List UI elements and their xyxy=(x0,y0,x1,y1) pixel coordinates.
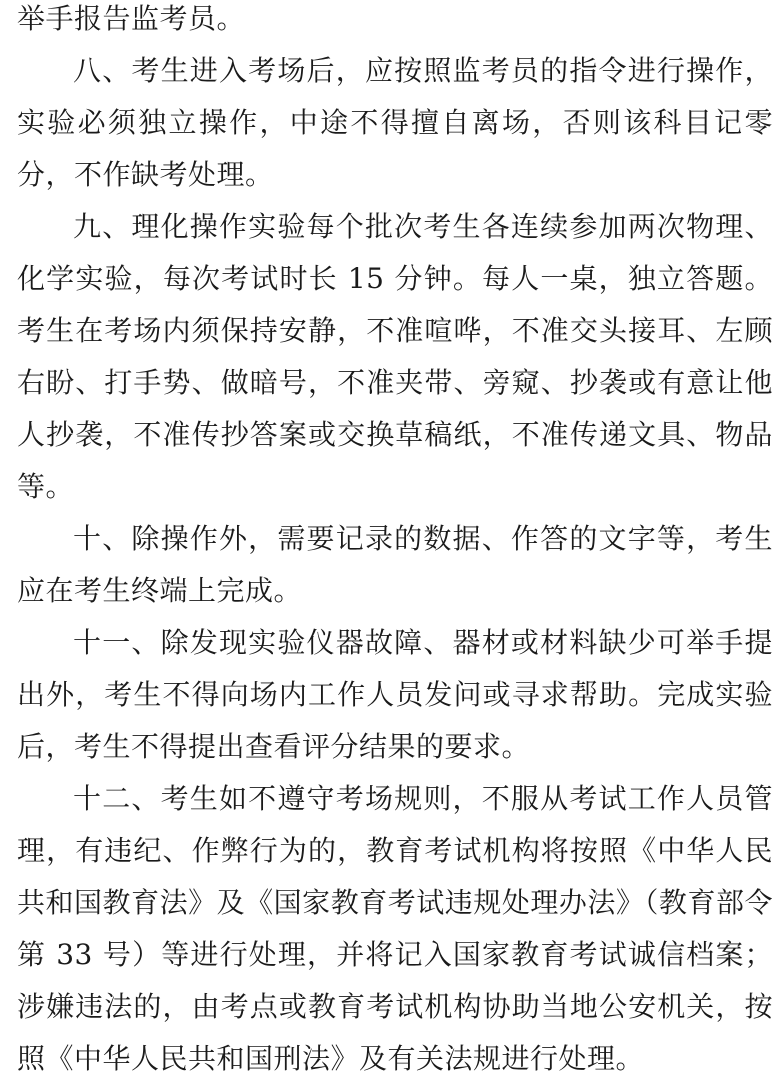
paragraph-rule-10: 十、除操作外，需要记录的数据、作答的文字等，考生应在考生终端上完成。 xyxy=(17,522,773,607)
paragraph-rule-12: 十二、考生如不遵守考场规则，不服从考试工作人员管理，有违纪、作弊行为的，教育考试机构将按照《中华人民共和国教育法》及《国家教育考试违规处理办法》（教育部令第 33 号）等进行处理，并将记入国家教育考试诚信档案；涉嫌违法的，由考点或教育考试机构协助当地公安机关，按照《中华人民共和国刑法》及有关法规进行处理。 xyxy=(17,782,773,1075)
paragraph-rule-8: 八、考生进入考场后，应按照监考员的指令进行操作，实验必须独立操作，中途不得擅自离场，否则该科目记零分，不作缺考处理。 xyxy=(17,54,773,191)
paragraph-rule-11: 十一、除发现实验仪器故障、器材或材料缺少可举手提出外，考生不得向场内工作人员发问或寻求帮助。完成实验后，考生不得提出查看评分结果的要求。 xyxy=(17,626,773,763)
paragraph-rule-9: 九、理化操作实验每个批次考生各连续参加两次物理、化学实验，每次考试时长 15 分钟。每人一桌，独立答题。考生在考场内须保持安静，不准喧哗，不准交头接耳、左顾右盼、打手势、做暗号，不准夹带、旁窥、抄袭或有意让他人抄袭，不准传抄答案或交换草稿纸，不准传递文具、物品等。 xyxy=(17,210,773,503)
paragraph-continuation: 举手报告监考员。 xyxy=(17,2,246,35)
